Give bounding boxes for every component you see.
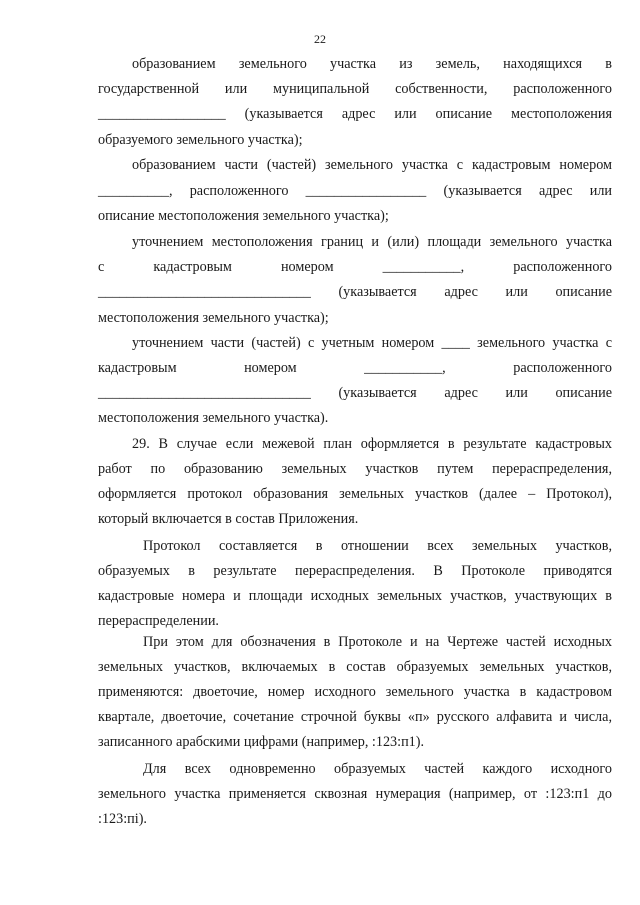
text-line: квартале, двоеточие, сочетание строчной буквы «п» русского алфавита и числа, (98, 709, 612, 725)
text-line: ______________________________ (указывается адрес или описание (98, 284, 612, 300)
text-line: __________, расположенного _________________ (указывается адрес или (98, 183, 612, 199)
text-line: При этом для обозначения в Протоколе и на Чертеже частей исходных (143, 634, 612, 650)
text-line: образуемого земельного участка); (98, 132, 303, 148)
text-line: __________________ (указывается адрес или описание местоположения (98, 106, 612, 122)
text-line: описание местоположения земельного участка); (98, 208, 389, 224)
text-line: :123:пi). (98, 811, 147, 827)
text-line: Протокол составляется в отношении всех земельных участков, (143, 538, 612, 554)
text-line: работ по образованию земельных участков путем перераспределения, (98, 461, 612, 477)
text-line: кадастровым номером ___________, расположенного (98, 360, 612, 376)
text-line: образованием земельного участка из земель, находящихся в (132, 56, 612, 72)
text-line: применяются: двоеточие, номер исходного земельного участка в кадастровом (98, 684, 612, 700)
text-line: образуемых в результате перераспределения. В Протоколе приводятся (98, 563, 612, 579)
text-line: 29. В случае если межевой план оформляется в результате кадастровых (132, 436, 612, 452)
page-number: 22 (314, 32, 326, 46)
text-line: образованием части (частей) земельного участка с кадастровым номером (132, 157, 612, 173)
text-line: кадастровые номера и площади исходных земельных участков, участвующих в (98, 588, 612, 604)
text-line: местоположения земельного участка); (98, 310, 329, 326)
text-line: Для всех одновременно образуемых частей каждого исходного (143, 761, 612, 777)
text-line: уточнением части (частей) с учетным номером ____ земельного участка с (132, 335, 612, 351)
text-line: земельных участков, включаемых в состав образуемых земельных участков, (98, 659, 612, 675)
text-line: земельного участка применяется сквозная нумерация (например, от :123:п1 до (98, 786, 612, 802)
text-line: государственной или муниципальной собственности, расположенного (98, 81, 612, 97)
text-line: записанного арабскими цифрами (например, :123:п1). (98, 734, 425, 750)
text-line: перераспределении. (98, 613, 219, 629)
text-line: местоположения земельного участка). (98, 410, 329, 426)
text-line: уточнением местоположения границ и (или) площади земельного участка (132, 234, 612, 250)
text-line: который включается в состав Приложения. (98, 511, 359, 527)
text-line: оформляется протокол образования земельных участков (далее – Протокол), (98, 486, 612, 502)
text-line: с кадастровым номером ___________, расположенного (98, 259, 612, 275)
text-line: ______________________________ (указывается адрес или описание (98, 385, 612, 401)
